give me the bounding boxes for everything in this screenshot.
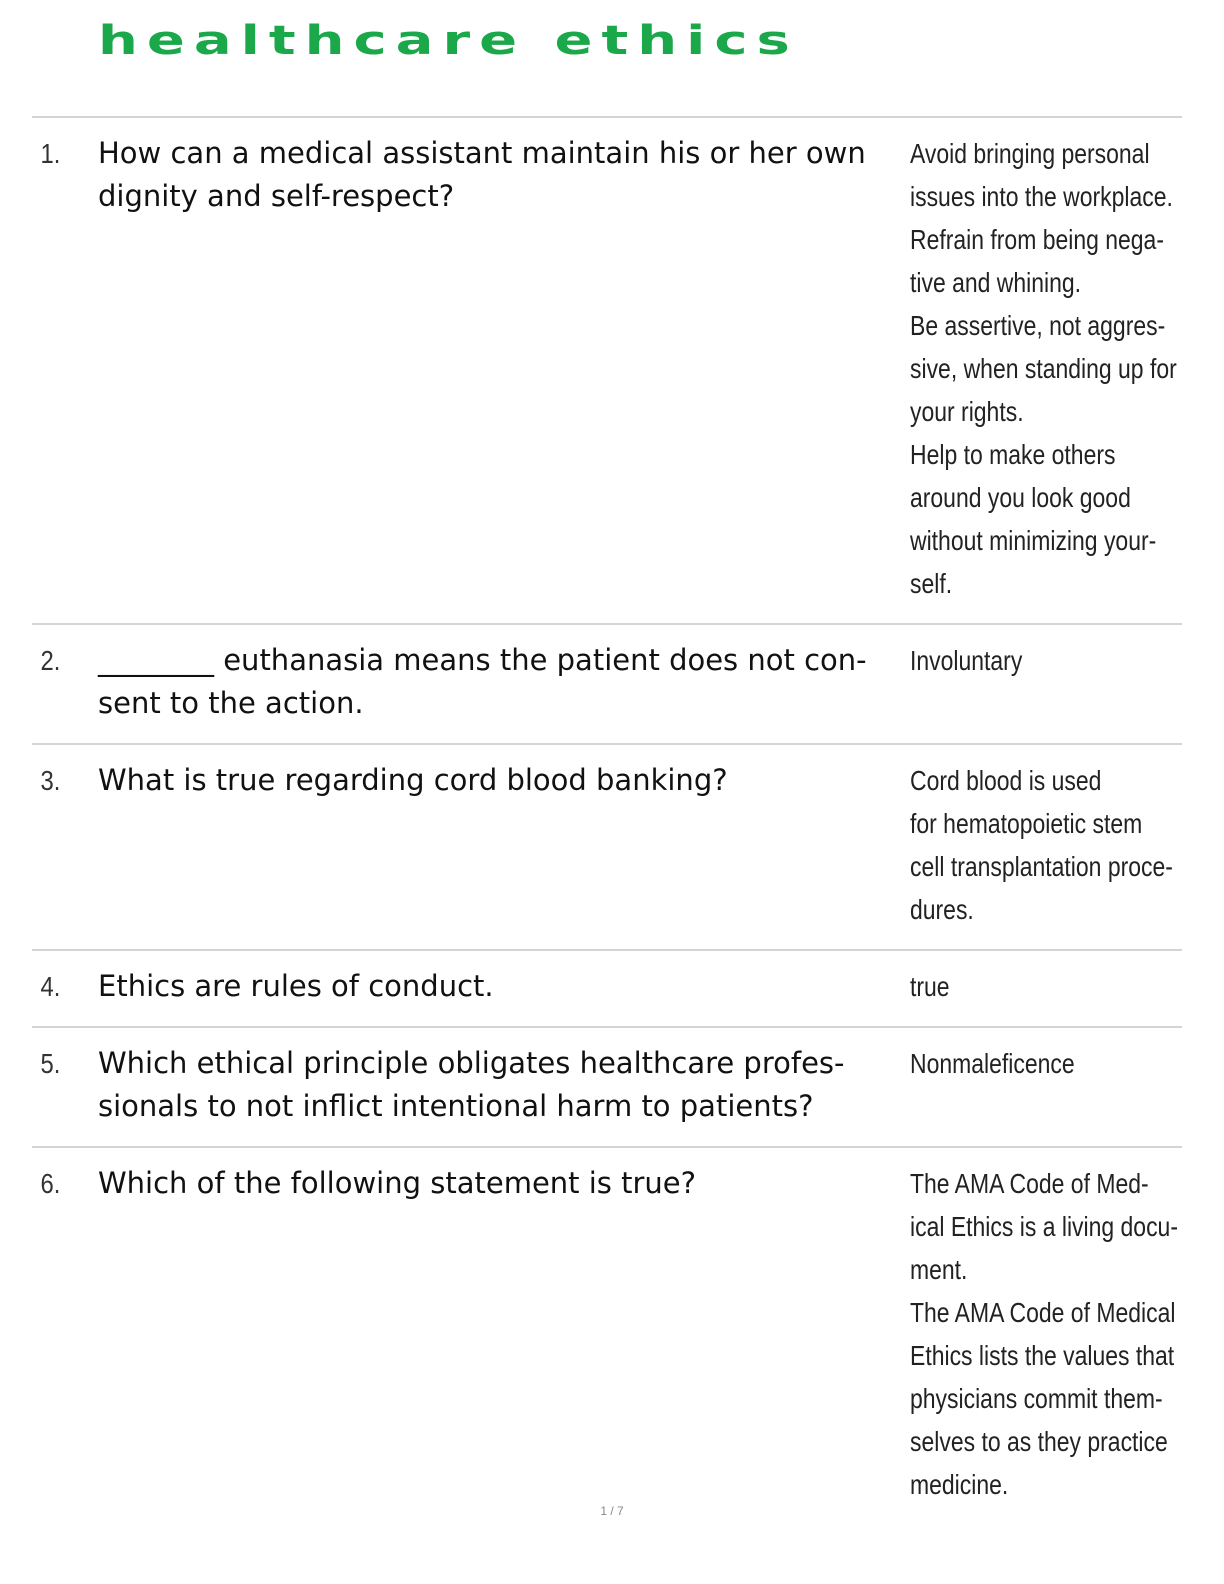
card-answer xyxy=(902,639,1180,725)
card-answer xyxy=(902,1042,1180,1128)
flashcard-row xyxy=(32,745,1182,951)
card-number: 4. xyxy=(40,971,61,1002)
answer-line: Refrain from being nega- xyxy=(910,224,1164,255)
answer-line: The AMA Code of Med- xyxy=(910,1168,1149,1199)
answer-line: Nonmaleficence xyxy=(910,1048,1075,1079)
answer-line: Help to make others xyxy=(910,439,1116,470)
answer-line: physicians commit them- xyxy=(910,1383,1163,1414)
card-question: Ethics are rules of conduct. xyxy=(98,969,494,1003)
flashcard-row xyxy=(32,951,1182,1028)
answer-line: your rights. xyxy=(910,396,1024,427)
flashcard-row xyxy=(32,118,1182,625)
answer-line: cell transplantation proce- xyxy=(910,851,1173,882)
card-answer xyxy=(902,1162,1180,1506)
answer-line: Be assertive, not aggres- xyxy=(910,310,1166,341)
card-number: 2. xyxy=(40,645,61,676)
answer-line: true xyxy=(910,971,950,1002)
page-title: healthcare ethics xyxy=(98,17,799,64)
card-number: 3. xyxy=(40,765,61,796)
answer-line: The AMA Code of Medical xyxy=(910,1297,1176,1328)
page-number: 1 / 7 xyxy=(600,1504,624,1518)
answer-line: selves to as they practice xyxy=(910,1426,1168,1457)
answer-line: sive, when standing up for xyxy=(910,353,1177,384)
answer-line: Cord blood is used xyxy=(910,765,1102,796)
answer-line: ment. xyxy=(910,1254,968,1285)
card-question: Which ethical principle obligates healthcare profes- sionals to not inflict intentional harm to patients? xyxy=(98,1046,845,1123)
card-question: What is true regarding cord blood banking? xyxy=(98,763,728,797)
answer-line: issues into the workplace. xyxy=(910,181,1173,212)
card-answer xyxy=(902,132,1180,605)
answer-line: for hematopoietic stem xyxy=(910,808,1143,839)
card-question: ________ euthanasia means the patient does not con- sent to the action. xyxy=(98,643,867,720)
answer-line: tive and whining. xyxy=(910,267,1082,298)
card-question: How can a medical assistant maintain his or her own dignity and self-respect? xyxy=(98,136,866,213)
card-number: 1. xyxy=(40,138,61,169)
flashcard-row xyxy=(32,1148,1182,1524)
flashcard-row xyxy=(32,1028,1182,1148)
card-number: 5. xyxy=(40,1048,61,1079)
answer-line: Ethics lists the values that xyxy=(910,1340,1175,1371)
answer-line: dures. xyxy=(910,894,974,925)
card-answer xyxy=(902,759,1180,931)
answer-line: around you look good xyxy=(910,482,1131,513)
flashcard-row xyxy=(32,625,1182,745)
card-answer xyxy=(902,965,1180,1008)
answer-line: without minimizing your- xyxy=(910,525,1157,556)
answer-line: medicine. xyxy=(910,1469,1009,1500)
flashcard-list xyxy=(32,118,1182,1524)
card-number: 6. xyxy=(40,1168,61,1199)
card-question: Which of the following statement is true? xyxy=(98,1166,697,1200)
answer-line: self. xyxy=(910,568,953,599)
answer-line: Avoid bringing personal xyxy=(910,138,1150,169)
answer-line: Involuntary xyxy=(910,645,1023,676)
answer-line: ical Ethics is a living docu- xyxy=(910,1211,1178,1242)
